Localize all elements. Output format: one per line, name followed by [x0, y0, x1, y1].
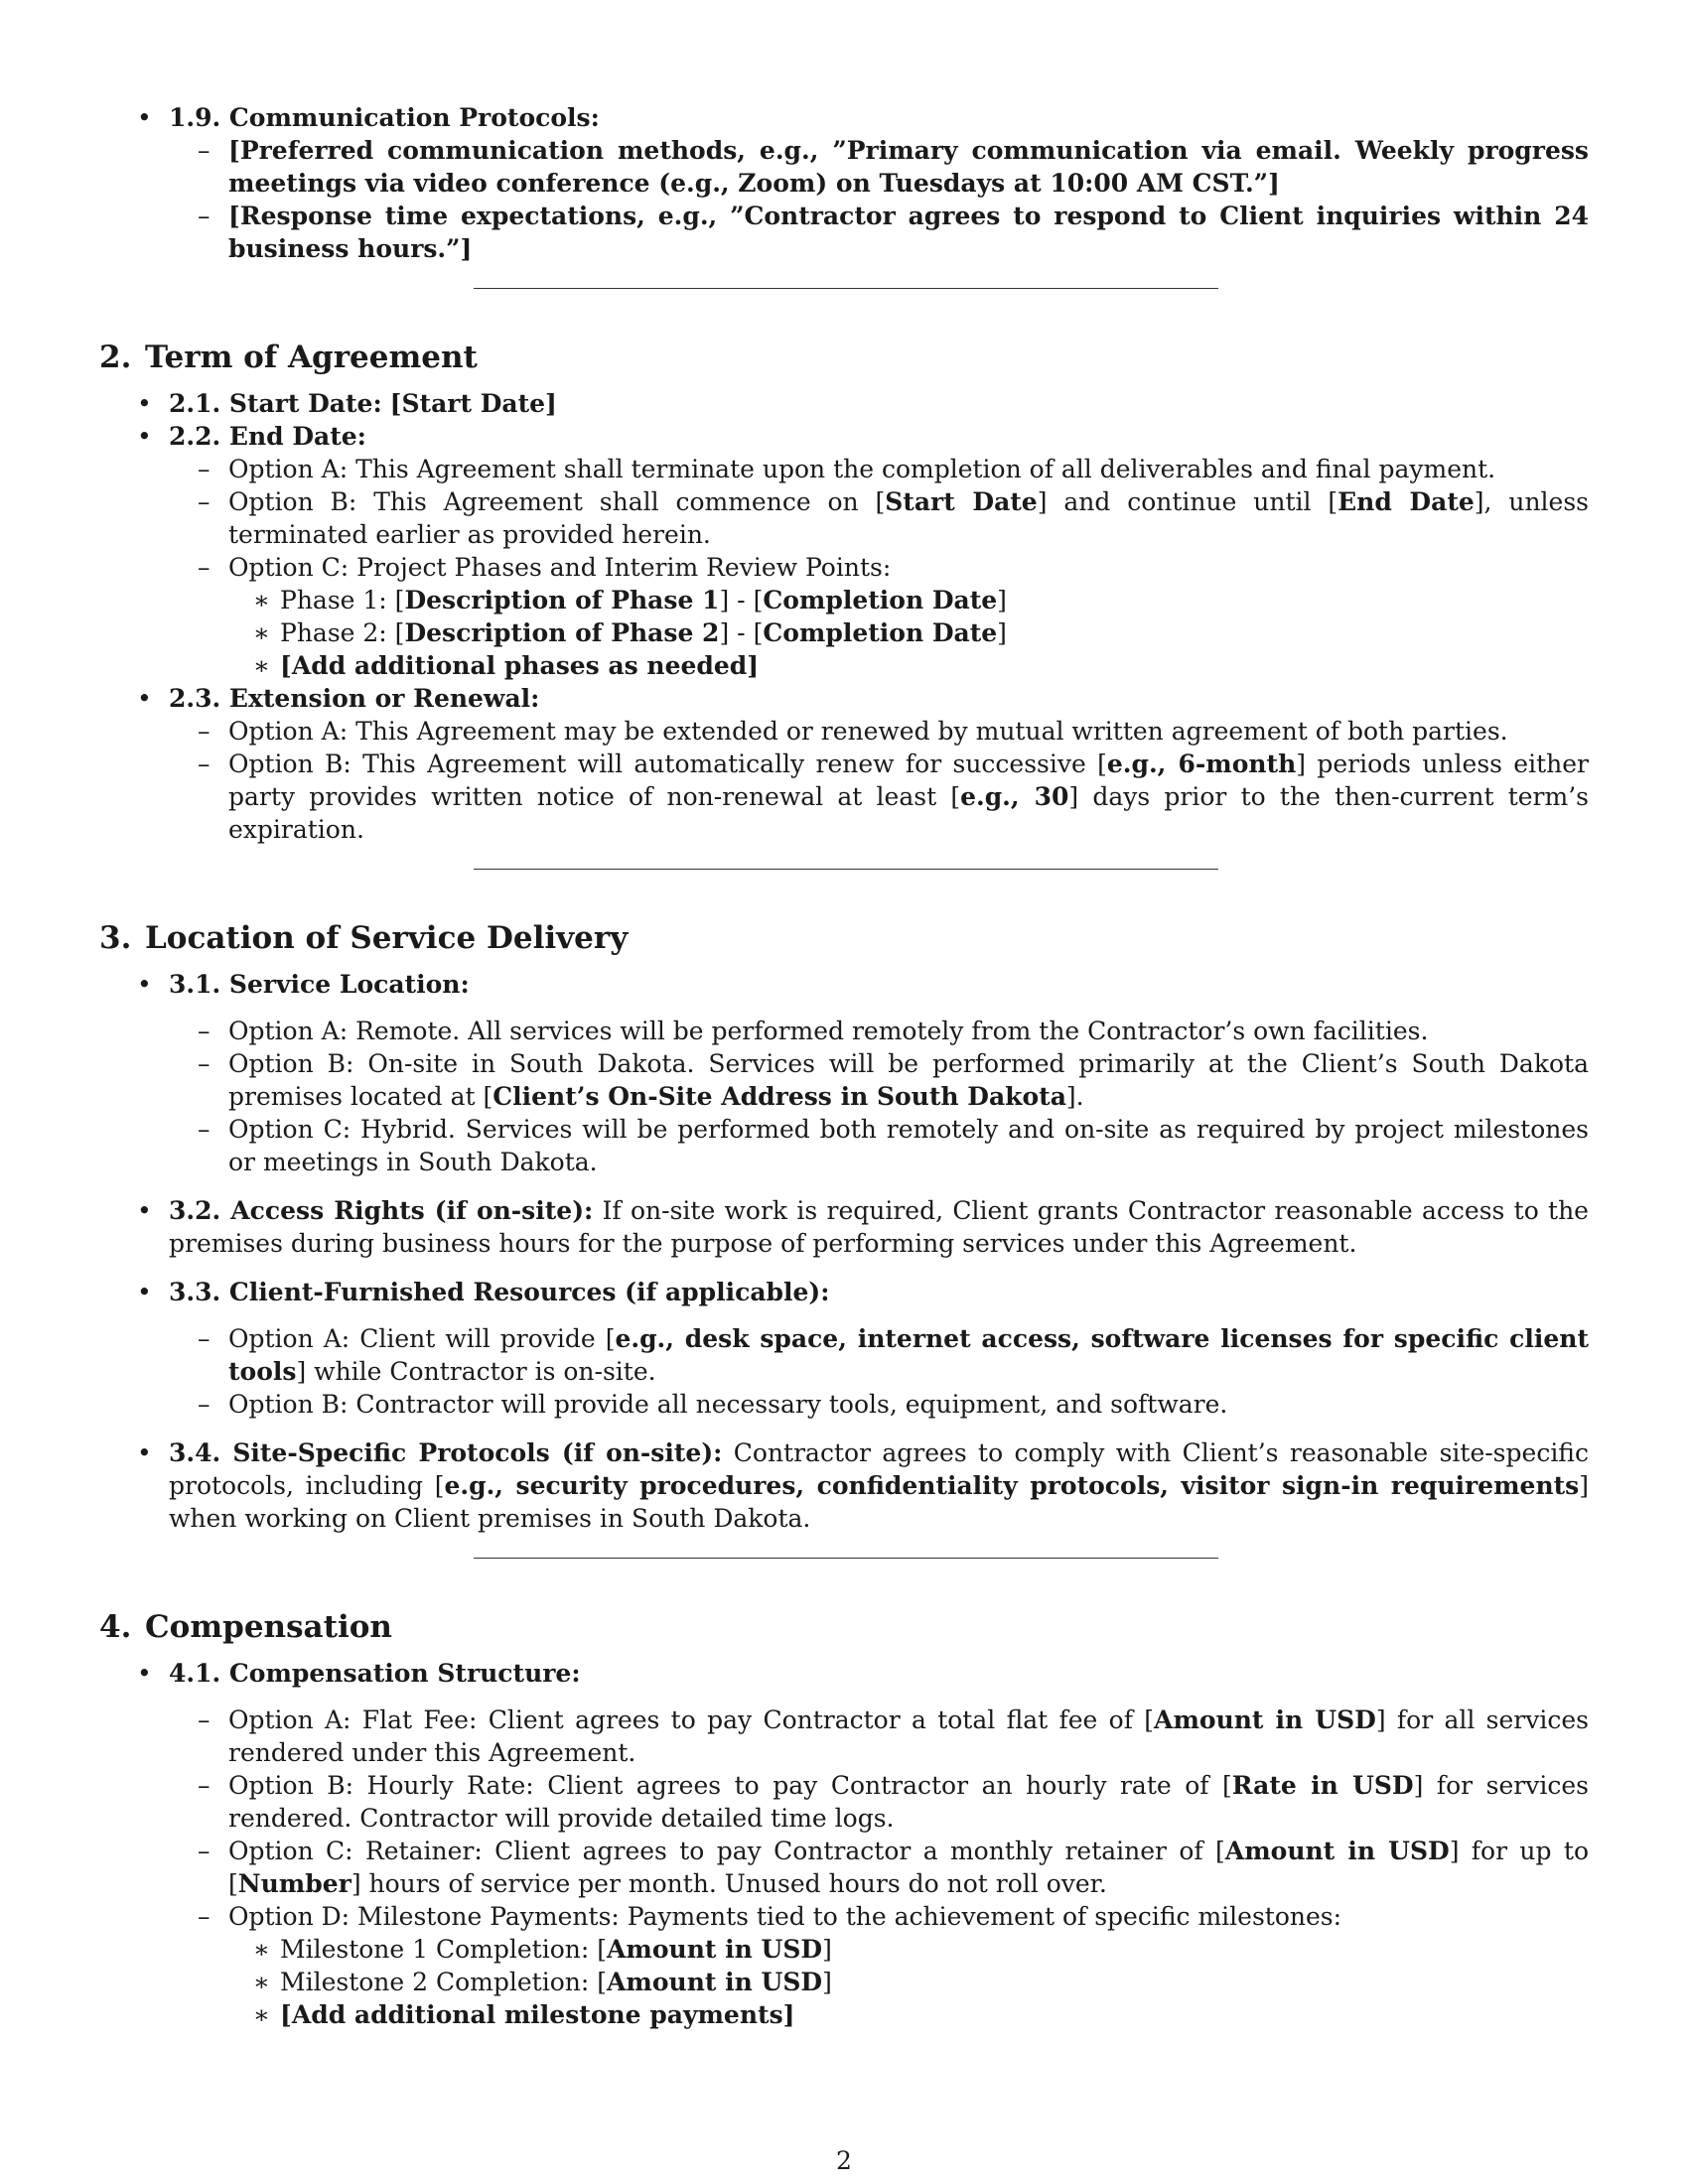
- compensation-options: [169, 1704, 1589, 2031]
- milestone-1: ∗ Milestone 1 Completion: [Amount in USD]: [228, 1933, 1589, 1966]
- section-2-title: Term of Agreement: [145, 340, 478, 375]
- page-number: 2: [836, 2146, 852, 2175]
- compensation-structure-label: 4.1. Compensation Structure:: [169, 1659, 581, 1688]
- section-2-list: [99, 387, 1589, 846]
- list-item: – Option A: This Agreement shall terminate upon the completion of all deliverables and final payment.: [169, 453, 1589, 485]
- end-date-label: 2.2. End Date:: [169, 422, 366, 451]
- start-date-label: 2.1. Start Date:: [169, 389, 382, 418]
- list-item: – Option A: Flat Fee: Client agrees to pay Contractor a total flat fee of [Amount in USD] for all services rendered under this Agreement.: [169, 1704, 1589, 1769]
- extension-label: 2.3. Extension or Renewal:: [169, 684, 540, 713]
- list-item: – Option D: Milestone Payments: Payments tied to the achievement of specific milestones: ∗ Milestone 1 Completion: [Amount in USD] ∗ Milestone 2 Completion: [Amount in USD] ∗ [Add additional milestone payments]: [169, 1900, 1589, 2031]
- list-item: [169, 200, 1589, 265]
- list-item: – Option C: Hybrid. Services will be performed both remotely and on-site as required by project milestones or meetings in South Dakota.: [169, 1113, 1589, 1178]
- phase-1: ∗ Phase 1: [Description of Phase 1] - [Completion Date]: [228, 584, 1589, 616]
- section-4-list: [99, 1657, 1589, 2031]
- access-rights-text: If on-site work is required, Client grants Contractor reasonable access to the premises during business hours for the purpose of performing services under this Agreement.: [169, 1196, 1589, 1258]
- response-time-text: [Response time expectations, e.g., ”Contractor agrees to respond to Client inquiries within 24 business hours.”]: [228, 202, 1589, 263]
- list-item: [169, 134, 1589, 200]
- section-3-4: • 3.4. Site-Specific Protocols (if on-site): Contractor agrees to comply with Client’s reasonable site-specific protocols, including [e.g., security procedures, confidentiality protocols, visitor sign-in requirements] when working on Client premises in South Dakota.: [99, 1436, 1589, 1535]
- section-1-9-sublist: [169, 134, 1589, 265]
- section-4-heading: [99, 1607, 1589, 1647]
- list-item: – Option B: This Agreement will automatically renew for successive [e.g., 6-month] periods unless either party provides written notice of non-renewal at least [e.g., 30] days prior to the then-current term’s expiration.: [169, 748, 1589, 846]
- section-divider: [474, 288, 1218, 289]
- list-item: – Option A: This Agreement may be extended or renewed by mutual written agreement of both parties.: [169, 715, 1589, 748]
- section-2-number: 2.: [99, 340, 132, 375]
- section-2-heading: [99, 338, 1589, 377]
- list-item: – Option A: Client will provide [e.g., desk space, internet access, software licenses for specific client tools] while Contractor is on-site.: [169, 1322, 1589, 1388]
- section-3-number: 3.: [99, 920, 132, 956]
- list-item: – Option C: Project Phases and Interim Review Points: ∗ Phase 1: [Description of Phase 1] - [Completion Date] ∗ Phase 2: [Description of Phase 2] - [Completion Date] ∗ [Add additional phases as needed]: [169, 551, 1589, 682]
- section-divider: [474, 869, 1218, 870]
- list-item: – Option C: Retainer: Client agrees to pay Contractor a monthly retainer of [Amount in USD] for up to [Number] hours of service per month. Unused hours do not roll over.: [169, 1835, 1589, 1900]
- phase-2: ∗ Phase 2: [Description of Phase 2] - [Completion Date]: [228, 616, 1589, 649]
- list-item: – Option B: Contractor will provide all necessary tools, equipment, and software.: [169, 1388, 1589, 1421]
- list-item: – Option B: This Agreement shall commence on [Start Date] and continue until [End Date], unless terminated earlier as provided herein.: [169, 485, 1589, 551]
- list-item: – Option A: Remote. All services will be performed remotely from the Contractor’s own facilities.: [169, 1015, 1589, 1047]
- section-2-1: [99, 387, 1589, 420]
- communication-methods-text: [Preferred communication methods, e.g., ”Primary communication via email. Weekly progress meetings via video conference (e.g., Zoom) on Tuesdays at 10:00 AM CST.”]: [228, 136, 1589, 198]
- service-location-label: 3.1. Service Location:: [169, 970, 470, 999]
- section-4-number: 4.: [99, 1609, 132, 1645]
- section-3-2: [99, 1194, 1589, 1260]
- end-date-options: [169, 453, 1589, 682]
- service-location-options: [169, 1015, 1589, 1178]
- section-2-2: [99, 420, 1589, 682]
- phases-list: [228, 584, 1589, 682]
- start-date-placeholder: [Start Date]: [389, 389, 557, 418]
- milestones-list: [228, 1933, 1589, 2031]
- milestone-more: ∗ [Add additional milestone payments]: [228, 1998, 1589, 2031]
- access-rights-label: 3.2. Access Rights (if on-site):: [169, 1196, 594, 1225]
- list-item: – Option B: Hourly Rate: Client agrees to pay Contractor an hourly rate of [Rate in USD] for services rendered. Contractor will provide detailed time logs.: [169, 1769, 1589, 1835]
- section-2-3: [99, 682, 1589, 846]
- section-1-9: [99, 101, 1589, 265]
- section-3-list: [99, 968, 1589, 1535]
- section-1-9-list: [99, 101, 1589, 265]
- section-4-title: Compensation: [145, 1609, 392, 1645]
- section-3-3: [99, 1276, 1589, 1421]
- resources-label: 3.3. Client-Furnished Resources (if applicable):: [169, 1278, 830, 1306]
- section-3-1: [99, 968, 1589, 1178]
- section-3-heading: [99, 918, 1589, 958]
- phase-more: ∗ [Add additional phases as needed]: [228, 649, 1589, 682]
- section-3-title: Location of Service Delivery: [145, 920, 629, 956]
- section-divider: [474, 1558, 1218, 1559]
- extension-options: [169, 715, 1589, 846]
- section-4-1: [99, 1657, 1589, 2031]
- section-1-9-heading: 1.9. Communication Protocols:: [169, 103, 600, 132]
- milestone-2: ∗ Milestone 2 Completion: [Amount in USD]: [228, 1966, 1589, 1998]
- site-protocols-label: 3.4. Site-Specific Protocols (if on-site):: [169, 1438, 723, 1467]
- list-item: – Option B: On-site in South Dakota. Services will be performed primarily at the Client’s South Dakota premises located at [Client’s On-Site Address in South Dakota].: [169, 1047, 1589, 1113]
- resources-options: [169, 1322, 1589, 1421]
- page-content: [99, 101, 1589, 2031]
